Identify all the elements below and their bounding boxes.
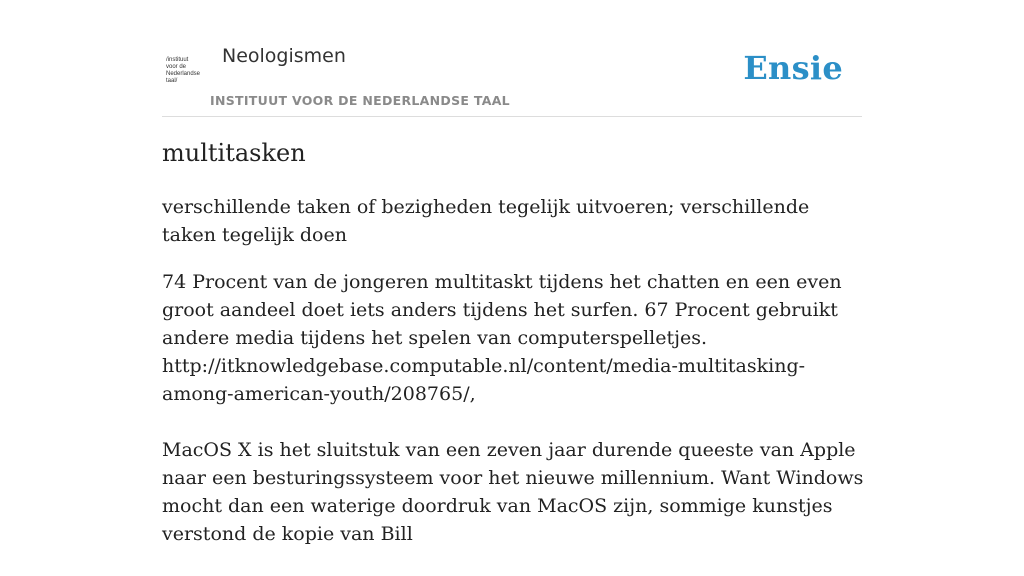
source-organization: INSTITUUT VOOR DE NEDERLANDSE TAAL <box>210 93 510 108</box>
headword: multitasken <box>162 139 306 167</box>
ivdnt-logo[interactable] <box>166 56 208 90</box>
definition: verschillende taken of bezigheden tegelijk uitvoeren; verschillende taken tegelijk doen <box>162 196 810 246</box>
header <box>162 0 862 117</box>
example-text: 74 Procent van de jongeren multitaskt tijdens het chatten en een even groot aandeel doet iets anders tijdens het surfen. 67 Procent gebruikt andere media tijdens het spelen van computerspelletjes. <box>162 271 842 349</box>
logo-text: /instituut voor de Nederlandse taal/ <box>166 57 201 84</box>
page-container <box>162 0 864 545</box>
examples <box>162 268 867 576</box>
example-2 <box>162 436 867 548</box>
example-text: MacOS X is het sluitstuk van een zeven jaar durende queeste van Apple naar een besturingssysteem voor het nieuwe millennium. Want Windows mocht dan een waterige doordruk van MacOS zijn, sommige kunstjes verstond de kopie van Bill <box>162 439 864 545</box>
example-1 <box>162 268 867 408</box>
example-source: http://itknowledgebase.computable.nl/content/media-multitasking-among-american-youth/208765/, <box>162 355 806 405</box>
ensie-logo-link[interactable]: Ensie <box>743 49 843 87</box>
source-name[interactable]: Neologismen <box>222 45 346 67</box>
